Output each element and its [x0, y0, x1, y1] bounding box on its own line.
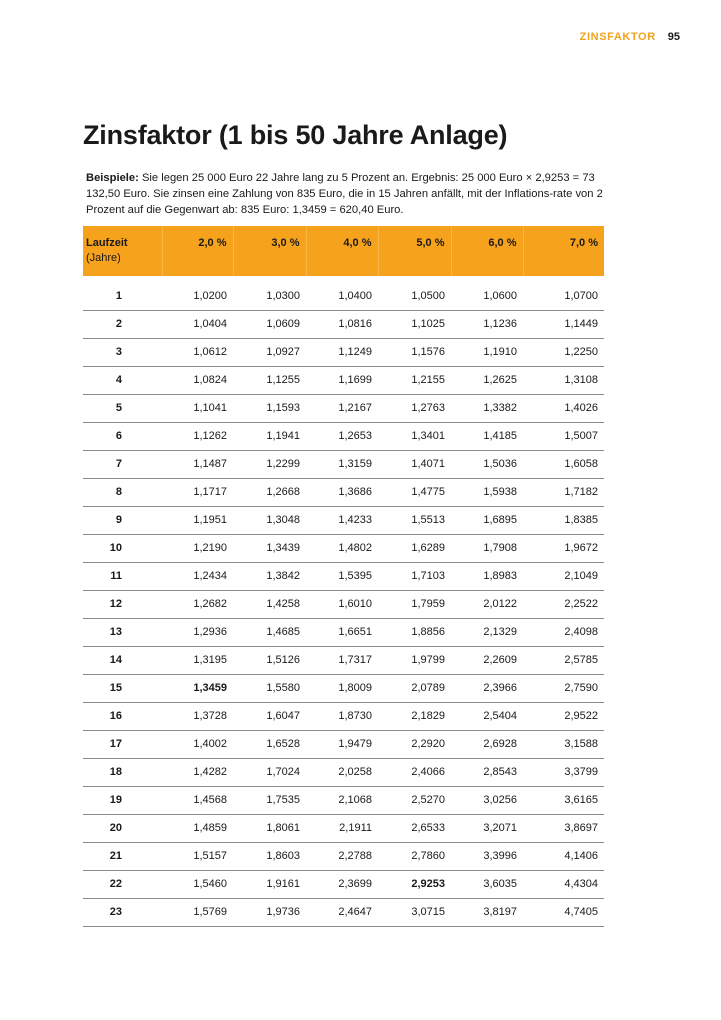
cell-factor: 1,4859	[162, 814, 233, 842]
cell-factor: 2,2609	[451, 646, 523, 674]
table-row	[83, 786, 604, 814]
cell-factor: 1,6047	[233, 702, 306, 730]
cell-factor: 1,2167	[306, 394, 378, 422]
cell-factor: 1,1025	[378, 310, 451, 338]
table-row	[83, 842, 604, 870]
cell-factor: 3,3799	[523, 758, 604, 786]
cell-factor: 1,8009	[306, 674, 378, 702]
cell-factor: 1,8730	[306, 702, 378, 730]
cell-factor: 1,1249	[306, 338, 378, 366]
cell-factor: 1,5580	[233, 674, 306, 702]
cell-factor: 2,5785	[523, 646, 604, 674]
cell-factor: 2,1329	[451, 618, 523, 646]
cell-term-years: 11	[83, 562, 162, 590]
cell-factor: 1,1951	[162, 506, 233, 534]
cell-factor: 3,1588	[523, 730, 604, 758]
cell-factor: 1,0927	[233, 338, 306, 366]
cell-term-years: 13	[83, 618, 162, 646]
cell-factor: 2,1911	[306, 814, 378, 842]
cell-factor: 1,3728	[162, 702, 233, 730]
cell-factor: 1,6528	[233, 730, 306, 758]
cell-factor: 2,4098	[523, 618, 604, 646]
cell-factor: 3,6165	[523, 786, 604, 814]
cell-factor: 1,4185	[451, 422, 523, 450]
cell-factor: 1,0612	[162, 338, 233, 366]
cell-factor: 1,2682	[162, 590, 233, 618]
table-row	[83, 534, 604, 562]
cell-factor: 1,2936	[162, 618, 233, 646]
cell-factor: 1,1576	[378, 338, 451, 366]
table-row	[83, 394, 604, 422]
cell-factor: 1,9479	[306, 730, 378, 758]
cell-factor: 1,3195	[162, 646, 233, 674]
cell-term-years: 20	[83, 814, 162, 842]
cell-factor: 1,4685	[233, 618, 306, 646]
table-row	[83, 310, 604, 338]
cell-term-years: 9	[83, 506, 162, 534]
page-number: 95	[667, 31, 680, 43]
cell-factor: 3,2071	[451, 814, 523, 842]
cell-term-years: 2	[83, 310, 162, 338]
interest-factor-table	[83, 226, 604, 927]
table-row	[83, 674, 604, 702]
cell-factor: 1,6058	[523, 450, 604, 478]
cell-factor: 1,3048	[233, 506, 306, 534]
cell-factor: 1,9672	[523, 534, 604, 562]
table-body	[83, 276, 604, 926]
cell-factor: 1,7317	[306, 646, 378, 674]
table-row	[83, 450, 604, 478]
cell-factor: 2,7860	[378, 842, 451, 870]
table-row	[83, 282, 604, 310]
cell-factor: 1,1449	[523, 310, 604, 338]
cell-factor: 1,2190	[162, 534, 233, 562]
cell-factor: 2,9253	[378, 870, 451, 898]
header-term-unit: (Jahre)	[86, 252, 121, 264]
cell-factor: 2,4647	[306, 898, 378, 926]
cell-factor: 2,3699	[306, 870, 378, 898]
cell-factor: 1,5460	[162, 870, 233, 898]
cell-factor: 1,2763	[378, 394, 451, 422]
cell-factor: 2,7590	[523, 674, 604, 702]
cell-factor: 1,2155	[378, 366, 451, 394]
cell-factor: 1,0500	[378, 282, 451, 310]
cell-term-years: 8	[83, 478, 162, 506]
cell-factor: 1,4233	[306, 506, 378, 534]
cell-term-years: 7	[83, 450, 162, 478]
cell-factor: 1,4026	[523, 394, 604, 422]
page-title: Zinsfaktor (1 bis 50 Jahre Anlage)	[83, 120, 508, 150]
header-term-label: Laufzeit	[86, 237, 128, 249]
cell-factor: 2,8543	[451, 758, 523, 786]
cell-factor: 1,2668	[233, 478, 306, 506]
cell-factor: 1,7103	[378, 562, 451, 590]
table-row	[83, 730, 604, 758]
cell-factor: 1,3401	[378, 422, 451, 450]
table-row	[83, 618, 604, 646]
cell-factor: 1,1487	[162, 450, 233, 478]
cell-factor: 1,0404	[162, 310, 233, 338]
cell-factor: 4,1406	[523, 842, 604, 870]
header-rate: 7,0 %	[523, 226, 604, 276]
cell-factor: 1,4071	[378, 450, 451, 478]
table-row	[83, 562, 604, 590]
table-row	[83, 870, 604, 898]
cell-factor: 1,0600	[451, 282, 523, 310]
cell-factor: 1,1717	[162, 478, 233, 506]
cell-factor: 1,2653	[306, 422, 378, 450]
cell-factor: 1,6895	[451, 506, 523, 534]
cell-factor: 1,1262	[162, 422, 233, 450]
cell-term-years: 14	[83, 646, 162, 674]
cell-factor: 1,6289	[378, 534, 451, 562]
header-term	[83, 226, 162, 276]
cell-factor: 2,2920	[378, 730, 451, 758]
header-rate: 5,0 %	[378, 226, 451, 276]
table-row	[83, 758, 604, 786]
cell-factor: 1,3459	[162, 674, 233, 702]
table-row	[83, 646, 604, 674]
intro-text: Sie legen 25 000 Euro 22 Jahre lang zu 5 Prozent an. Ergebnis: 25 000 Euro × 2,9253 = 73 132,50 Euro. Sie zinsen eine Zahlung von 835 Euro, die in 15 Jahren anfällt, mit der Inflations-rate von 2 Prozent auf die Gegenwart ab: 835 Euro: 1,3459 = 620,40 Euro.	[86, 172, 603, 216]
table-header-row	[83, 226, 604, 276]
cell-factor: 1,1041	[162, 394, 233, 422]
cell-factor: 4,7405	[523, 898, 604, 926]
section-label: ZINSFAKTOR	[579, 31, 656, 43]
cell-factor: 2,1829	[378, 702, 451, 730]
table-row	[83, 366, 604, 394]
cell-factor: 1,0816	[306, 310, 378, 338]
cell-term-years: 1	[83, 282, 162, 310]
cell-term-years: 23	[83, 898, 162, 926]
cell-factor: 1,4002	[162, 730, 233, 758]
cell-factor: 1,5126	[233, 646, 306, 674]
cell-factor: 3,8697	[523, 814, 604, 842]
cell-factor: 3,8197	[451, 898, 523, 926]
cell-factor: 1,5395	[306, 562, 378, 590]
cell-factor: 3,6035	[451, 870, 523, 898]
cell-term-years: 5	[83, 394, 162, 422]
cell-factor: 2,6533	[378, 814, 451, 842]
cell-factor: 1,4258	[233, 590, 306, 618]
cell-factor: 1,5036	[451, 450, 523, 478]
header-rate: 3,0 %	[233, 226, 306, 276]
cell-factor: 1,0700	[523, 282, 604, 310]
cell-factor: 1,4802	[306, 534, 378, 562]
cell-factor: 2,1049	[523, 562, 604, 590]
cell-factor: 1,0824	[162, 366, 233, 394]
cell-factor: 1,9161	[233, 870, 306, 898]
cell-term-years: 17	[83, 730, 162, 758]
cell-factor: 1,5769	[162, 898, 233, 926]
cell-term-years: 21	[83, 842, 162, 870]
cell-factor: 1,8983	[451, 562, 523, 590]
cell-factor: 1,2625	[451, 366, 523, 394]
cell-term-years: 3	[83, 338, 162, 366]
table-row	[83, 338, 604, 366]
cell-factor: 1,6651	[306, 618, 378, 646]
cell-factor: 1,4282	[162, 758, 233, 786]
cell-factor: 1,7959	[378, 590, 451, 618]
cell-factor: 2,2522	[523, 590, 604, 618]
cell-factor: 1,0300	[233, 282, 306, 310]
cell-term-years: 12	[83, 590, 162, 618]
cell-factor: 1,7535	[233, 786, 306, 814]
cell-factor: 1,1941	[233, 422, 306, 450]
cell-factor: 1,1236	[451, 310, 523, 338]
cell-factor: 1,1699	[306, 366, 378, 394]
table-row	[83, 702, 604, 730]
cell-factor: 1,6010	[306, 590, 378, 618]
table-row	[83, 590, 604, 618]
cell-factor: 4,4304	[523, 870, 604, 898]
cell-term-years: 15	[83, 674, 162, 702]
cell-factor: 1,2434	[162, 562, 233, 590]
cell-term-years: 18	[83, 758, 162, 786]
cell-factor: 2,0122	[451, 590, 523, 618]
cell-factor: 1,1910	[451, 338, 523, 366]
cell-term-years: 6	[83, 422, 162, 450]
table-row	[83, 506, 604, 534]
cell-factor: 1,3382	[451, 394, 523, 422]
cell-factor: 1,2299	[233, 450, 306, 478]
cell-factor: 1,3439	[233, 534, 306, 562]
cell-factor: 1,5513	[378, 506, 451, 534]
cell-factor: 1,2250	[523, 338, 604, 366]
cell-factor: 1,0200	[162, 282, 233, 310]
cell-factor: 2,4066	[378, 758, 451, 786]
cell-factor: 2,5270	[378, 786, 451, 814]
cell-factor: 1,7024	[233, 758, 306, 786]
cell-factor: 1,5938	[451, 478, 523, 506]
cell-factor: 1,5007	[523, 422, 604, 450]
header-rate: 4,0 %	[306, 226, 378, 276]
cell-factor: 1,3686	[306, 478, 378, 506]
cell-factor: 2,2788	[306, 842, 378, 870]
cell-term-years: 16	[83, 702, 162, 730]
page-header	[580, 31, 680, 43]
table-row	[83, 814, 604, 842]
cell-factor: 1,7908	[451, 534, 523, 562]
cell-factor: 2,6928	[451, 730, 523, 758]
cell-factor: 1,3159	[306, 450, 378, 478]
header-rate: 2,0 %	[162, 226, 233, 276]
cell-factor: 1,9736	[233, 898, 306, 926]
cell-factor: 1,1255	[233, 366, 306, 394]
cell-factor: 1,3108	[523, 366, 604, 394]
cell-factor: 3,0256	[451, 786, 523, 814]
cell-factor: 2,0789	[378, 674, 451, 702]
cell-factor: 1,9799	[378, 646, 451, 674]
cell-factor: 2,1068	[306, 786, 378, 814]
cell-factor: 1,7182	[523, 478, 604, 506]
cell-factor: 3,0715	[378, 898, 451, 926]
cell-factor: 1,3842	[233, 562, 306, 590]
header-rate: 6,0 %	[451, 226, 523, 276]
cell-term-years: 19	[83, 786, 162, 814]
cell-factor: 1,4568	[162, 786, 233, 814]
intro-label: Beispiele:	[86, 172, 139, 184]
cell-factor: 1,8061	[233, 814, 306, 842]
table-row	[83, 478, 604, 506]
cell-factor: 1,1593	[233, 394, 306, 422]
cell-term-years: 10	[83, 534, 162, 562]
cell-term-years: 22	[83, 870, 162, 898]
cell-term-years: 4	[83, 366, 162, 394]
cell-factor: 1,8856	[378, 618, 451, 646]
cell-factor: 2,9522	[523, 702, 604, 730]
table-row	[83, 422, 604, 450]
table-row	[83, 898, 604, 926]
cell-factor: 1,4775	[378, 478, 451, 506]
cell-factor: 1,0400	[306, 282, 378, 310]
cell-factor: 1,8603	[233, 842, 306, 870]
cell-factor: 2,0258	[306, 758, 378, 786]
cell-factor: 1,5157	[162, 842, 233, 870]
cell-factor: 2,5404	[451, 702, 523, 730]
intro-paragraph	[86, 170, 606, 218]
cell-factor: 1,8385	[523, 506, 604, 534]
cell-factor: 2,3966	[451, 674, 523, 702]
cell-factor: 1,0609	[233, 310, 306, 338]
cell-factor: 3,3996	[451, 842, 523, 870]
